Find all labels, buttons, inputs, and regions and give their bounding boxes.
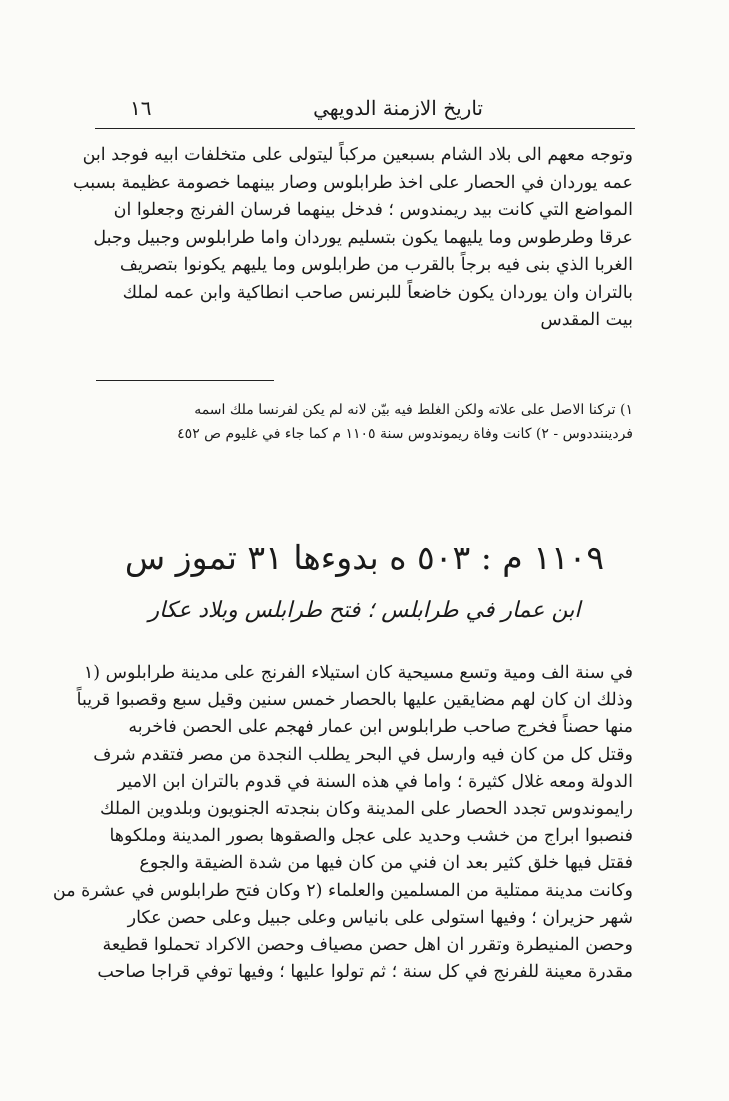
text-line: وذلك ان كان لهم مضايقين عليها بالحصار خمس سنين وقيل سبع وقصبوا قريباً	[76, 690, 633, 711]
section-date-heading: ١١٠٩ م : ٥٠٣ ه بدوءها ٣١ تموز س	[124, 538, 605, 577]
text-line: بيت المقدس	[540, 310, 633, 330]
running-title: تاريخ الازمنة الدويهي	[313, 96, 483, 120]
text-line: رايموندوس تجدد الحصار على المدينة وكان بنجدته الجنويون وبلدوين الملك	[100, 799, 633, 820]
paragraph-2	[52, 660, 633, 986]
text-line: وقتل كل من كان فيه وارسل في البحر يطلب النجدة من مصر فتقدم شرف	[93, 744, 633, 765]
text-line: وتوجه معهم الى بلاد الشام بسبعين مركباً ليتولى على متخلفات ابيه فوجد ابن	[82, 145, 633, 165]
text-line: شهر حزيران ؛ وفيها استولى على بانياس وعلى جبيل وعلى حصن عكار	[127, 907, 633, 928]
text-line: وكانت مدينة ممتلية من المسلمين والعلماء (٢ وكان فتح طرابلوس في عشرة من	[52, 880, 633, 901]
footnotes	[85, 398, 633, 446]
paragraph-1	[73, 142, 633, 335]
text-line: بالتران وان يوردان يكون خاضعاً للبرنس صاحب انطاكية وابن عمه لملك	[122, 282, 633, 303]
page-header	[90, 92, 633, 132]
footnote-line: ١) تركنا الاصل على علاته ولكن الغلط فيه بيّن لانه لم يكن لفرنسا ملك اسمه	[194, 402, 633, 418]
text-line: الدولة ومعه غلال كثيرة ؛ واما في هذه السنة في قدوم بالتران ابن الامير	[117, 771, 633, 792]
text-line: فقتل فيها خلق كثير بعد ان فني من كان فيها من شدة الضيقة والجوع	[139, 853, 633, 874]
text-line: وحصن المنيطرة وتقرر ان اهل حصن مصياف وحصن الاكراد تحملوا قطيعة	[102, 935, 633, 956]
footnote-divider	[96, 380, 274, 381]
section-subheading: ابن عمار في طرابلس ؛ فتح طرابلس وبلاد عكار	[148, 598, 581, 623]
text-line: المواضع التي كانت بيد ريمندوس ؛ فدخل بينهما فرسان الفرنج وجعلوا ان	[113, 200, 633, 220]
text-line: فنصبوا ابراج من خشب وحديد على عجل والصقوها بصور المدينة وملكوها	[109, 826, 633, 847]
footnote-line: فرديننددوس - ٢) كانت وفاة ريموندوس سنة ١١٠٥ م كما جاء في غليوم ص ٤٥٢	[177, 426, 633, 442]
text-line: مقدرة معينة للفرنج في كل سنة ؛ ثم تولوا عليها ؛ وفيها توفي قراجا صاحب	[97, 962, 633, 983]
text-line: في سنة الف ومية وتسع مسيحية كان استيلاء الفرنج على مدينة طرابلوس (١	[83, 663, 633, 683]
text-line: عمه يوردان في الحصار على اخذ طرابلوس وصار بينهما خصومة عظيمة بسبب	[73, 172, 633, 193]
text-line: عرقا وطرطوس وما يليهما يكون بتسليم يوردان واما طرابلوس وجبيل وجبل	[93, 227, 633, 248]
text-line: منها حصناً فخرج صاحب طرابلوس ابن عمار فهجم على الحصن فاخربه	[128, 717, 633, 738]
text-line: الغربا الذي بنى فيه برجاً بالقرب من طرابلوس وما يليهم يكونوا بتصريف	[119, 255, 633, 275]
header-divider	[95, 128, 635, 129]
page-number: ١٦	[130, 96, 152, 120]
